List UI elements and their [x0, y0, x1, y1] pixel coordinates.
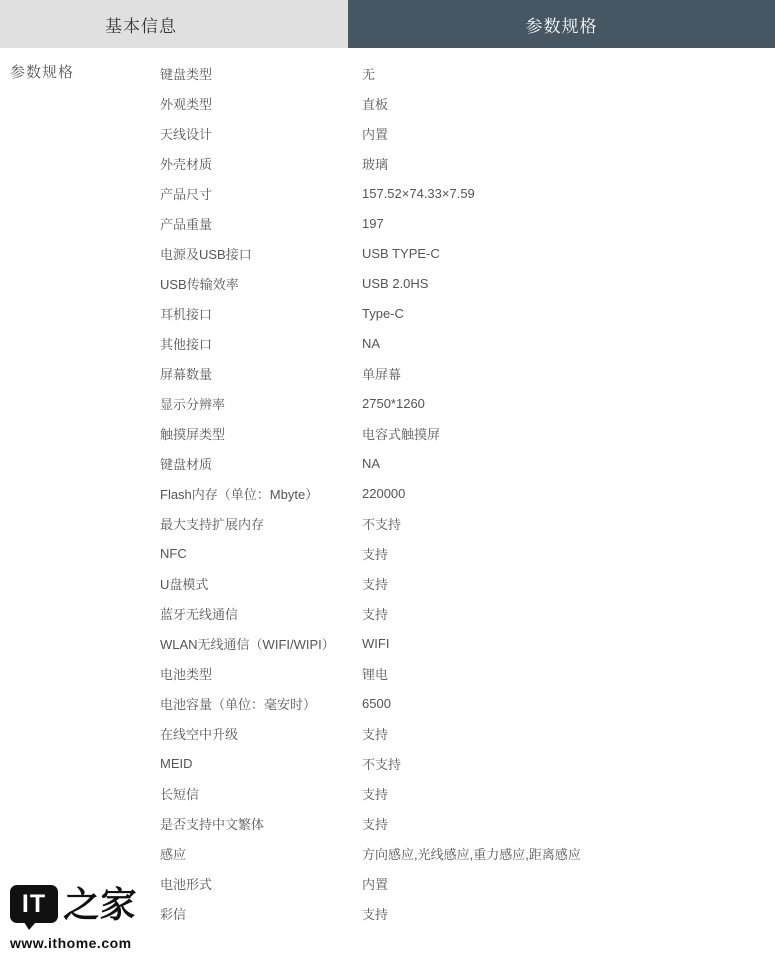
spec-label: 触摸屏类型	[160, 426, 226, 442]
spec-label: 外壳材质	[160, 156, 213, 172]
ithome-logo	[10, 885, 136, 931]
it-bubble-icon	[10, 885, 58, 923]
ithome-watermark	[10, 885, 136, 951]
spec-label: 电池形式	[160, 876, 213, 892]
it-bubble-text: IT	[21, 889, 47, 918]
spec-value: 内置	[362, 126, 389, 142]
spec-value: 支持	[362, 786, 389, 802]
spec-row	[160, 748, 775, 778]
spec-value: 6500	[362, 695, 391, 711]
section-title: 参数规格	[10, 64, 75, 81]
spec-row	[160, 778, 775, 808]
spec-value: 支持	[362, 606, 389, 622]
spec-label: 天线设计	[160, 126, 213, 142]
spec-label: MEID	[160, 755, 193, 771]
spec-label: 其他接口	[160, 336, 213, 352]
spec-label: 外观类型	[160, 96, 213, 112]
spec-value: 内置	[362, 876, 389, 892]
spec-row	[160, 388, 775, 418]
spec-row	[160, 538, 775, 568]
spec-row	[160, 448, 775, 478]
spec-value: 220000	[362, 485, 406, 501]
spec-row	[160, 268, 775, 298]
spec-label: 产品重量	[160, 216, 213, 232]
spec-row	[160, 298, 775, 328]
spec-value: USB 2.0HS	[362, 275, 429, 291]
spec-row	[160, 658, 775, 688]
spec-label: 电池容量（单位：毫安时）	[160, 696, 317, 712]
spec-row	[160, 328, 775, 358]
spec-label: 最大支持扩展内存	[160, 516, 265, 532]
spec-row	[160, 118, 775, 148]
spec-row	[160, 178, 775, 208]
spec-label: 蓝牙无线通信	[160, 606, 239, 622]
spec-row	[160, 58, 775, 88]
spec-row	[160, 688, 775, 718]
spec-label: U盘模式	[160, 576, 209, 592]
spec-row	[160, 838, 775, 868]
spec-label: NFC	[160, 545, 187, 561]
spec-value: 157.52×74.33×7.59	[362, 185, 475, 201]
spec-row	[160, 478, 775, 508]
spec-value: 直板	[362, 96, 389, 112]
spec-row	[160, 868, 775, 898]
spec-label: 在线空中升级	[160, 726, 239, 742]
spec-value: 2750*1260	[362, 395, 425, 411]
spec-label: USB传输效率	[160, 276, 239, 292]
spec-label: 彩信	[160, 906, 187, 922]
spec-row	[160, 358, 775, 388]
spec-value: WIFI	[362, 635, 390, 651]
spec-value: 不支持	[362, 516, 402, 532]
tab-parameter-specs-label: 参数规格	[525, 16, 598, 36]
spec-value: 支持	[362, 726, 389, 742]
section-column	[0, 48, 160, 84]
spec-label: 电池类型	[160, 666, 213, 682]
spec-value: 197	[362, 215, 384, 231]
spec-label: 产品尺寸	[160, 186, 213, 202]
tab-parameter-specs[interactable]	[348, 0, 775, 48]
spec-label: 显示分辨率	[160, 396, 226, 412]
spec-label: WLAN无线通信（WIFI/WIPI）	[160, 636, 335, 652]
tab-basic-info[interactable]	[0, 0, 348, 48]
content-area	[0, 48, 775, 928]
spec-label: 键盘材质	[160, 456, 213, 472]
spec-row	[160, 898, 775, 928]
spec-row	[160, 508, 775, 538]
spec-value: 单屏幕	[362, 366, 402, 382]
spec-row	[160, 88, 775, 118]
spec-label: 耳机接口	[160, 306, 213, 322]
spec-row	[160, 808, 775, 838]
spec-label: 感应	[160, 846, 187, 862]
spec-table	[160, 48, 775, 928]
spec-label: 电源及USB接口	[160, 246, 252, 262]
spec-value: 无	[362, 66, 376, 82]
spec-row	[160, 568, 775, 598]
spec-label: 是否支持中文繁体	[160, 816, 265, 832]
tab-bar	[0, 0, 775, 48]
spec-value: 支持	[362, 816, 389, 832]
spec-value: 方向感应,光线感应,重力感应,距离感应	[362, 846, 581, 862]
spec-value: 支持	[362, 906, 389, 922]
spec-value: 电容式触摸屏	[362, 426, 441, 442]
spec-row	[160, 628, 775, 658]
spec-value: 锂电	[362, 666, 389, 682]
spec-row	[160, 238, 775, 268]
spec-row	[160, 148, 775, 178]
spec-label: 长短信	[160, 786, 200, 802]
spec-value: Type-C	[362, 305, 404, 321]
tab-basic-info-label: 基本信息	[105, 16, 177, 36]
spec-value: 不支持	[362, 756, 402, 772]
spec-row	[160, 598, 775, 628]
spec-row	[160, 718, 775, 748]
spec-value: USB TYPE-C	[362, 245, 440, 261]
spec-value: 支持	[362, 546, 389, 562]
spec-label: 键盘类型	[160, 66, 213, 82]
spec-value: 支持	[362, 576, 389, 592]
spec-value: NA	[362, 335, 381, 351]
spec-value: NA	[362, 455, 381, 471]
spec-label: Flash内存（单位：Mbyte）	[160, 486, 319, 502]
ithome-url: www.ithome.com	[10, 935, 132, 951]
spec-label: 屏幕数量	[160, 366, 213, 382]
spec-row	[160, 418, 775, 448]
spec-row	[160, 208, 775, 238]
spec-value: 玻璃	[362, 156, 389, 172]
zhijia-calligraphy: 之家	[62, 885, 138, 925]
